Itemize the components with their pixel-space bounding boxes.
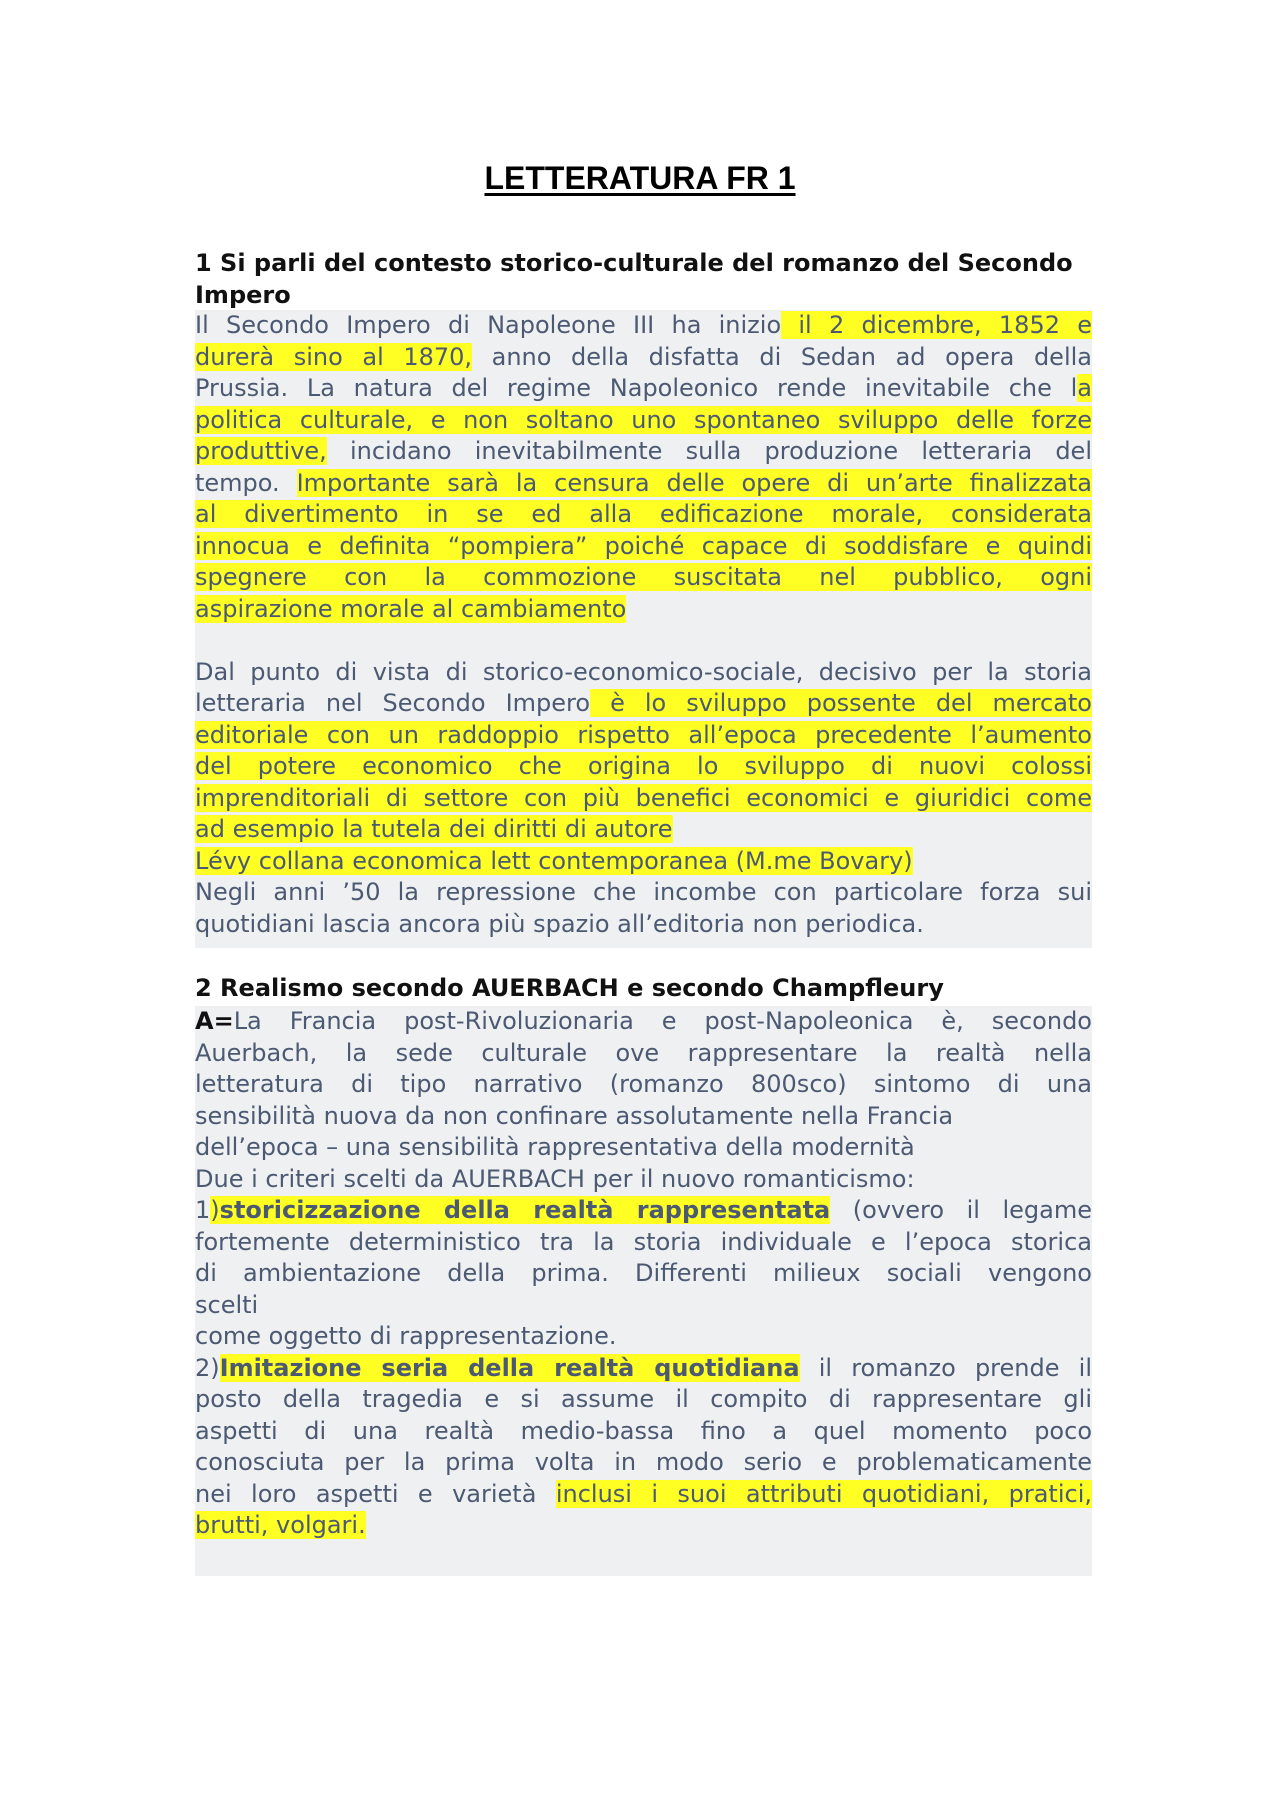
- highlighted-text: brutti, volgari.: [195, 1511, 366, 1539]
- highlighted-text: editoriale con un raddoppio rispetto all’epoca precedente l’aumento: [195, 720, 1092, 749]
- highlighted-text: Imitazione seria della realtà quotidiana: [219, 1353, 800, 1382]
- text-line: [195, 1384, 1092, 1416]
- text-line: [195, 1164, 1092, 1196]
- highlighted-text: è lo sviluppo possente del mercato: [590, 689, 1092, 717]
- highlighted-text: Importante sarà la censura delle opere di un’arte finalizzata: [296, 468, 1093, 497]
- text-segment: dell’epoca – una sensibilità rappresentativa della modernità: [195, 1133, 915, 1161]
- text-line: [195, 783, 1092, 815]
- highlighted-text: ad esempio la tutela dei diritti di autore: [195, 815, 673, 843]
- text-line: [195, 877, 1092, 909]
- highlighted-text: il 2 dicembre, 1852 e: [781, 311, 1092, 339]
- text-line: [195, 1132, 1092, 1164]
- text-line: [195, 342, 1092, 374]
- highlighted-text: durerà sino al 1870,: [195, 342, 473, 371]
- text-line: [195, 1195, 1092, 1227]
- answer-block: [195, 1006, 1092, 1576]
- text-segment: letteratura di tipo narrativo (romanzo 800sco) sintomo di una: [195, 1070, 1092, 1098]
- highlighted-text: ): [210, 1196, 220, 1224]
- text-segment: 2): [195, 1353, 220, 1382]
- text-segment: A=: [195, 1007, 234, 1035]
- text-line: [195, 1038, 1092, 1070]
- text-line: [195, 1416, 1092, 1448]
- text-line: [195, 310, 1092, 342]
- text-line: [195, 688, 1092, 720]
- highlighted-text: Lévy collana economica lett contemporanea (M.me Bovary): [195, 846, 913, 875]
- text-line: [195, 436, 1092, 468]
- text-line: [195, 468, 1092, 500]
- text-segment: di ambientazione della prima. Differenti milieux sociali vengono: [195, 1259, 1092, 1287]
- text-line: [195, 814, 1092, 846]
- text-line: [195, 1353, 1092, 1385]
- text-line: [195, 1069, 1092, 1101]
- text-line: [195, 1510, 1092, 1542]
- text-line: [195, 909, 1092, 941]
- text-segment: scelti: [195, 1290, 259, 1319]
- text-segment: aspetti di una realtà medio-bassa fino a quel momento poco: [195, 1416, 1092, 1445]
- text-line: [195, 405, 1092, 437]
- text-line: [195, 657, 1092, 689]
- text-segment: tempo.: [195, 468, 297, 497]
- text-line: [195, 1006, 1092, 1038]
- question-heading: 1 Si parli del contesto storico-culturale del romanzo del Secondo Impero: [195, 249, 1073, 309]
- highlighted-text: politica culturale, e non soltano uno spontaneo sviluppo delle forze: [195, 405, 1092, 434]
- question-heading: 2 Realismo secondo AUERBACH e secondo Champfleury: [195, 974, 944, 1002]
- text-line: [195, 373, 1092, 405]
- text-line: [195, 562, 1092, 594]
- text-segment: sensibilità nuova da non confinare assolutamente nella Francia: [195, 1101, 954, 1130]
- highlighted-text: aspirazione morale al cambiamento: [195, 594, 627, 623]
- text-line: [195, 846, 1092, 878]
- highlighted-text: imprenditoriali di settore con più benefici economici e giuridici come: [195, 783, 1092, 812]
- text-line: [195, 625, 1092, 657]
- highlighted-text: innocua e definita “pompiera” poiché capace di soddisfare e quindi: [195, 531, 1092, 560]
- text-segment: 1: [195, 1196, 211, 1224]
- highlighted-text: inclusi i suoi attributi quotidiani, pratici,: [555, 1479, 1092, 1508]
- highlighted-text: spegnere con la commozione suscitata nel pubblico, ogni: [195, 563, 1092, 591]
- text-segment: conosciuta per la prima volta in modo serio e problematicamente: [195, 1448, 1092, 1476]
- answer-block: [195, 310, 1092, 948]
- highlighted-text: al divertimento in se ed alla edificazione morale, considerata: [195, 500, 1092, 528]
- text-segment: (ovvero il legame: [830, 1196, 1092, 1224]
- text-line: [195, 1479, 1092, 1511]
- text-segment: quotidiani lascia ancora più spazio all’editoria non periodica.: [195, 909, 924, 938]
- page-title: LETTERATURA FR 1: [484, 160, 796, 196]
- text-segment: Due i criteri scelti da AUERBACH per il nuovo romanticismo:: [195, 1164, 915, 1193]
- text-line: [195, 1447, 1092, 1479]
- link-styled-text: storico-economico-sociale: [482, 657, 796, 686]
- highlighted-text: produttive,: [195, 437, 327, 465]
- text-line: [195, 1290, 1092, 1322]
- text-segment: Auerbach, la sede culturale ove rappresentare la realtà nella: [195, 1038, 1092, 1067]
- text-segment: Negli anni ’50 la repressione che incombe con particolare forza sui: [195, 878, 1092, 906]
- text-segment: incidano inevitabilmente sulla produzione letteraria del: [326, 437, 1092, 465]
- text-segment: il romanzo prende il: [799, 1353, 1092, 1382]
- text-line: [195, 1258, 1092, 1290]
- highlighted-text: del potere economico che origina lo sviluppo di nuovi colossi: [195, 752, 1092, 780]
- text-segment: La Francia post-Rivoluzionaria e post-Napoleonica è, secondo: [233, 1007, 1092, 1035]
- text-segment: Dal punto di vista di: [195, 657, 483, 686]
- text-segment: letteraria nel Secondo Impero: [195, 689, 591, 717]
- text-line: [195, 1227, 1092, 1259]
- highlighted-text: a: [1077, 374, 1092, 402]
- text-line: [195, 751, 1092, 783]
- text-line: [195, 531, 1092, 563]
- text-segment: come oggetto di rappresentazione.: [195, 1322, 617, 1350]
- text-segment: nei loro aspetti e varietà: [195, 1479, 556, 1508]
- text-line: [195, 1321, 1092, 1353]
- text-segment: , decisivo per la storia: [795, 657, 1092, 686]
- text-segment: Il Secondo Impero di Napoleone III ha inizio: [195, 311, 782, 339]
- text-segment: fortemente deterministico tra la storia individuale e l’epoca storica: [195, 1227, 1092, 1256]
- highlighted-text: storicizzazione della realtà rappresentata: [219, 1196, 831, 1224]
- text-line: [195, 720, 1092, 752]
- text-line: [195, 1101, 1092, 1133]
- text-line: [195, 594, 1092, 626]
- text-segment: Prussia. La natura del regime Napoleonico rende inevitabile che l: [195, 374, 1078, 402]
- text-line: [195, 499, 1092, 531]
- text-segment: anno della disfatta di Sedan ad opera della: [472, 342, 1092, 371]
- text-segment: posto della tragedia e si assume il compito di rappresentare gli: [195, 1385, 1092, 1413]
